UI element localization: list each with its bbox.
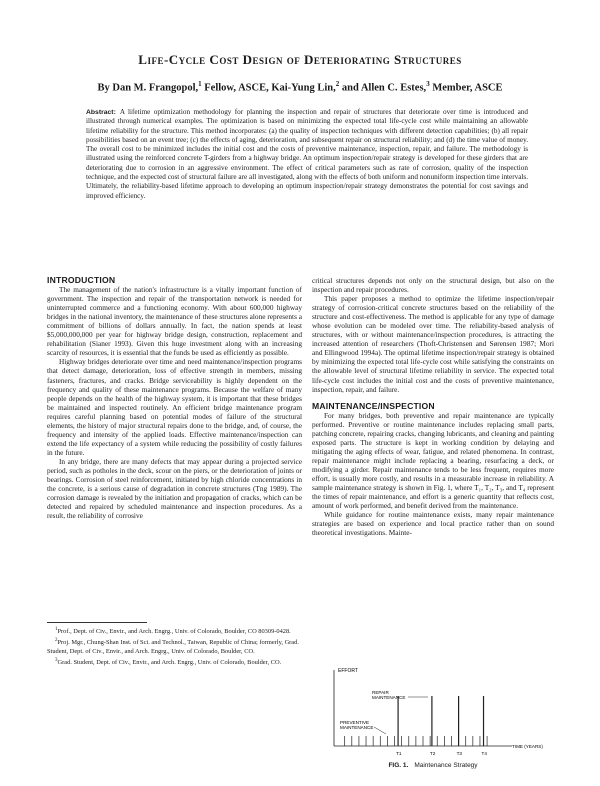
footnote-3-mark: 3 [55, 657, 58, 663]
figure-caption-number: FIG. 1. [388, 762, 409, 769]
author-2-role: and [339, 82, 361, 94]
preventive-bars [345, 736, 487, 746]
author-3-role: Member, ASCE [429, 82, 503, 94]
tick-t3: T3 [456, 751, 462, 756]
repair-bars [398, 696, 483, 746]
intro-paragraph-1: The management of the nation's infrastructure is a vitally important function of government. The inspection and repair of the transportation network is needed for uninterrupted commerce and a functioning economy. With about 600,000 highway bridges in the national inventory, the maintenance of these structures alone represents a commitment of billions of dollars annually. In fact, the nation spends at least $5,000,000,000 per year for highway bridge design, construction, replacement and rehabilitation (Sianer 1993). Given this huge investment along with an increasing scarcity of resources, it is essential that the funds be used as efficiently as possible. [47, 285, 302, 358]
author-line [0, 80, 600, 94]
footnote-2-mark: 2 [55, 638, 58, 644]
figure-y-label: EFFORT [338, 668, 358, 674]
intro-paragraph-3: In any bridge, there are many defects that may appear during a projected service period, such as potholes in the deck, scour on the piers, or the deterioration of joints or bearings. Corrosion of steel reinforcement, initiated by high chloride concentrations in the concrete, is a serious cause of degradation in concrete structures (Tng 1989). The corrosion damage is revealed by the initiation and propagation of cracks, which can be detected and repaired by scheduled maintenance and inspection procedures. As a result, the reliability of corrosive [47, 456, 302, 521]
abstract-label: Abstract: [86, 109, 116, 116]
preventive-leader [374, 727, 386, 734]
right-column [312, 276, 554, 537]
maintenance-heading: MAINTENANCE/INSPECTION [312, 400, 435, 411]
intro-heading: INTRODUCTION [47, 275, 116, 285]
left-column [47, 276, 302, 520]
figure-caption [312, 762, 554, 769]
maintenance-paragraph-2: While guidance for routine maintenance exists, many repair maintenance strategies are based on experience and local practice rather than on sound theoretical investigations. Mainte- [312, 510, 554, 538]
figure-caption-text: Maintenance Strategy [414, 762, 478, 769]
tick-t1: T1 [396, 751, 402, 756]
author-1: By Dan M. Frangopol, [97, 82, 199, 94]
abstract-text: A lifetime optimization methodology for planning the inspection and repair of structures that deteriorate over time is introduced and illustrated through numerical examples. The optimization is based on minimizing the expected total life-cycle cost while maintaining an allowable lifetime reliability for the structure. This method incorporates: (a) the quality of inspection techniques with different detection capabilities; (b) all repair possibilities based on an event tree; (c) the effects of aging, deterioration, and subsequent repair on structural reliability; and (d) the time value of money. The overall cost to be minimized includes the initial cost and the costs of preventive maintenance, inspection, repair, and failure. The methodology is illustrated using the reinforced concrete T-girders from a highway bridge. An optimum inspection/repair strategy is developed for these girders that are deteriorating due to corrosion in an aggressive environment. The effect of critical parameters such as rate of corrosion, quality of the inspection technique, and the expected cost of structural failure are all investigated, along with the effects of both uniform and nonuniform inspection time intervals. Ultimately, the reliability-based lifetime approach to developing an optimum inspection/repair strategy demonstrates the potential for cost savings and improved efficiency. [86, 108, 528, 200]
paper-title: Life-Cycle Cost Design of Deteriorating Structures [138, 52, 462, 67]
footnote-3-text: Grad. Student, Dept. of Civ., Envir., and Arch. Engrg., Univ. of Colorado, Boulder, CO. [57, 658, 282, 666]
preventive-label-2: MAINTENANCE [340, 725, 374, 730]
repair-label-1: REPAIR [372, 690, 389, 695]
right-paragraph-1: critical structures depends not only on the structural design, but also on the inspection and repair procedures. [312, 276, 554, 295]
footnote-1-mark: 1 [55, 627, 58, 632]
author-2-sup: 2 [335, 80, 340, 88]
footnote-rule [47, 622, 147, 623]
author-3-sup: 3 [426, 80, 430, 88]
intro-paragraph-2: Highway bridges deteriorate over time and need maintenance/inspection programs that detect damage, deterioration, loss of effective strength in members, missing fasteners, fractures, and cracks. Bridge serviceability is highly dependent on the frequency and quality of these maintenance programs. Because the welfare of many people depends on the health of the highway system, it is important that these bridges be maintained and inspected routinely. An efficient bridge maintenance program requires careful planning based on potential modes of failure of the structural elements, the history of major structural repairs done to the bridge, and, of course, the frequency and intensity of the applied loads. Effective maintenance/inspection can extend the life expectancy of a system while reducing the possibility of costly failures in the future. [47, 357, 302, 457]
footnote-2 [47, 637, 302, 656]
footnote-3 [47, 657, 302, 667]
preventive-label-1: PREVENTIVE [340, 720, 370, 725]
maintenance-paragraph-1: For many bridges, both preventive and repair maintenance are typically performed. Preventive or routine maintenance includes replacing small parts, patching concrete, repairing cracks, changing lubricants, and cleaning and painting exposed parts. The structure is kept in working condition by delaying and mitigating the aging effects of wear, fatigue, and related phenomena. In contrast, repair maintenance might include replacing a bearing, resurfacing a deck, or modifying a girder. Repair maintenance tends to be less frequent, requires more effort, is usually more costly, and results in a measurable increase in reliability. A sample maintenance strategy is shown in Fig. 1, where T₁, T₂, T₃, and T₄ represent the times of repair maintenance, and effort is a generic quantity that reflects cost, amount of work performed, and benefit derived from the maintenance. [312, 410, 554, 511]
footnotes [47, 626, 302, 668]
tick-t2: T2 [429, 751, 436, 756]
figure-x-label: TIME (YEARS) [512, 744, 543, 749]
repair-label-2: MAINTENANCE [372, 695, 406, 700]
author-2: Kai-Yung Lin, [271, 82, 336, 94]
footnote-1 [47, 626, 302, 636]
footnote-2-text: Proj. Mgr., Chung-Shan Inst. of Sci. and Technol., Taiwan, Republic of China; formerly, Grad. Student, Dept. of Civ., Envir., and Arch. Engrg., Univ. of Colorado, Boulder, CO. [47, 639, 299, 655]
author-1-role: Fellow, ASCE, [201, 82, 272, 94]
tick-t4: T4 [481, 751, 487, 756]
right-paragraph-2: This paper proposes a method to optimize the lifetime inspection/repair strategy of corrosion-critical concrete structures based on the reliability of the structure and cost-effectiveness. The method is applicable for any type of damage whose evolution can be modeled over time. The reliability-based analysis of structures, with or without maintenance/inspection procedures, is attracting the increased attention of researchers (Thoft-Christensen and Sørensen 1987; Mori and Ellingwood 1994a). The optimal lifetime inspection/repair strategy is obtained by minimizing the expected total life-cycle cost while satisfying the constraints on the allowable level of structural lifetime reliability in service. The expected total life-cycle cost includes the initial cost and the costs of preventive maintenance, inspection, repair, and failure. [312, 294, 554, 394]
author-1-sup: 1 [198, 80, 202, 88]
author-3: Allen C. Estes, [360, 82, 427, 94]
footnote-1-text: Prof., Dept. of Civ., Envir., and Arch. Engrg., Univ. of Colorado, Boulder, CO 80309-0428. [57, 628, 291, 636]
abstract [86, 108, 528, 201]
